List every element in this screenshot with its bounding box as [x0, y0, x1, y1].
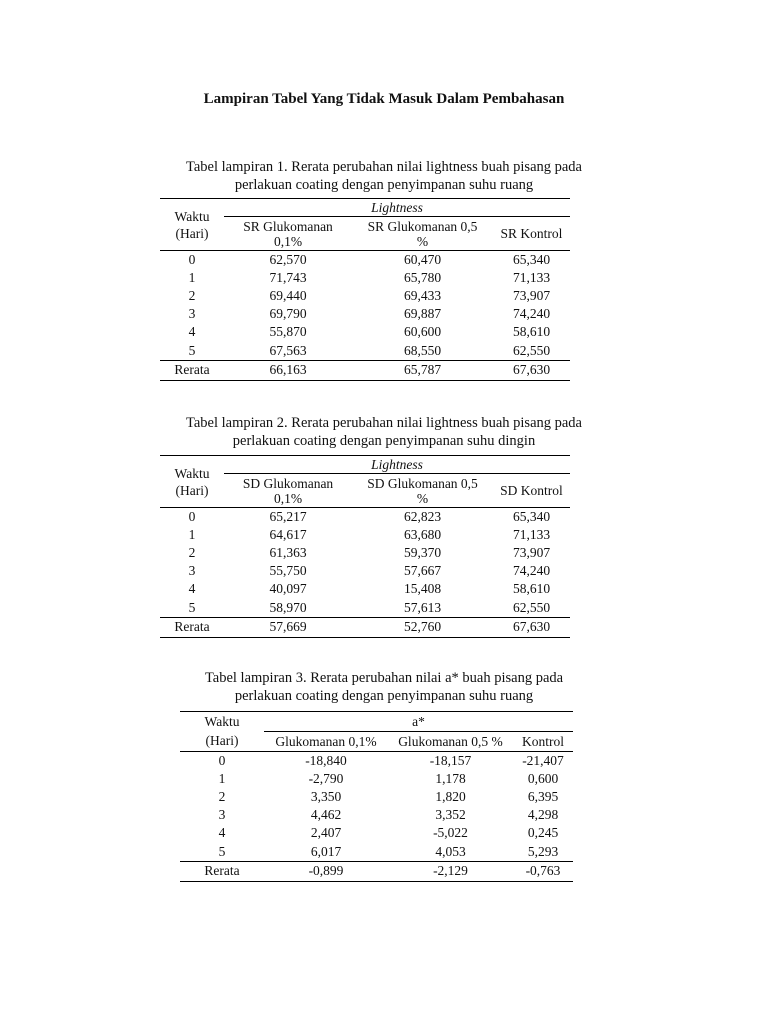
row-header: Waktu: [180, 712, 264, 732]
table-cell: 2,407: [310, 825, 342, 841]
table-row: [180, 788, 573, 806]
table-cell: 62,550: [512, 342, 551, 358]
table-cell: 1: [188, 270, 196, 286]
lightness-table-cold-temp: [160, 455, 570, 638]
table-row: [160, 562, 570, 580]
table-cell: 58,610: [512, 581, 551, 597]
caption-line: Tabel lampiran 1. Rerata perubahan nilai lightness buah pisang pada: [186, 159, 582, 175]
table-cell: 61,363: [269, 545, 307, 561]
table-cell: -5,022: [433, 825, 468, 841]
table-cell: 74,240: [512, 563, 551, 579]
table-row: [160, 544, 570, 562]
table-cell: 65,787: [352, 360, 493, 380]
a-star-table-room-temp: [180, 711, 573, 882]
table-cell: -0,763: [513, 861, 573, 881]
caption-line: perlakuan coating dengan penyimpanan suhu ruang: [234, 688, 534, 704]
group-header: a*: [264, 712, 573, 732]
column-header: Glukomanan 0,1%: [264, 732, 388, 752]
table-cell: 67,630: [493, 360, 570, 380]
table-cell: 5: [218, 843, 226, 859]
header-line: SR Glukomanan 0,5: [367, 218, 478, 234]
table-cell: 57,669: [224, 617, 352, 637]
table-cell: 5: [188, 342, 196, 358]
table-cell: 73,907: [512, 288, 551, 304]
header-line: Waktu: [174, 208, 210, 224]
table-cell: 74,240: [512, 306, 551, 322]
table-cell: 3,350: [310, 789, 342, 805]
table-cell: 58,610: [512, 324, 551, 340]
table-cell: 55,870: [269, 324, 307, 340]
table-cell: 69,790: [269, 306, 307, 322]
header-line: %: [416, 490, 429, 506]
table-cell: 0,245: [527, 825, 559, 841]
table-cell: 69,433: [403, 288, 442, 304]
column-header: Kontrol: [513, 732, 573, 752]
table-row: [160, 269, 570, 287]
table-row: [180, 770, 573, 788]
table-cell: -18,157: [429, 753, 472, 769]
table-cell: 55,750: [269, 563, 307, 579]
table-cell: 2: [218, 789, 226, 805]
group-header: Lightness: [224, 456, 570, 474]
table-cell: 4: [188, 324, 196, 340]
group-header: Lightness: [224, 199, 570, 217]
column-header: Glukomanan 0,5 %: [388, 732, 513, 752]
table-cell: 4: [218, 825, 226, 841]
table-caption: [150, 669, 618, 705]
table-cell: 58,970: [269, 599, 307, 615]
table-cell: 71,743: [269, 270, 307, 286]
table-cell: -18,840: [305, 753, 347, 769]
table-cell: 4,053: [435, 843, 466, 859]
table-cell: 69,440: [269, 288, 307, 304]
table-row: [160, 251, 570, 270]
page-title: Lampiran Tabel Yang Tidak Masuk Dalam Pembahasan: [203, 91, 565, 107]
header-line: 0,1%: [273, 233, 303, 249]
table-cell: 15,408: [403, 581, 442, 597]
table-cell: 3: [218, 807, 226, 823]
table-row: [160, 580, 570, 598]
lightness-table-room-temp: [160, 198, 570, 381]
header-line: SR Glukomanan: [243, 218, 333, 234]
table-cell: 3: [188, 563, 196, 579]
table-caption: [150, 414, 618, 450]
mean-row: [160, 360, 570, 380]
row-header: [160, 199, 224, 251]
caption-line: Tabel lampiran 3. Rerata perubahan nilai a* buah pisang pada: [204, 670, 564, 686]
table-row: [180, 842, 573, 861]
table-cell: Rerata: [160, 360, 224, 380]
table-cell: 71,133: [512, 527, 551, 543]
table-cell: -21,407: [522, 753, 564, 769]
table-caption: [150, 158, 618, 194]
table-row: [160, 305, 570, 323]
table-cell: 57,613: [403, 599, 442, 615]
table-cell: 5: [188, 599, 196, 615]
header-line: 0,1%: [273, 490, 303, 506]
table-cell: 1,178: [435, 771, 466, 787]
row-header: [160, 456, 224, 508]
table-cell: 67,630: [493, 617, 570, 637]
column-header: [352, 474, 493, 508]
table-cell: 0,600: [527, 771, 559, 787]
table-row: [160, 323, 570, 341]
table-cell: 3,352: [435, 807, 466, 823]
table-cell: 2: [188, 545, 196, 561]
column-header: [224, 217, 352, 251]
table-cell: Rerata: [180, 861, 264, 881]
table-cell: 62,823: [403, 509, 442, 525]
table-cell: -2,129: [388, 861, 513, 881]
table-cell: 65,340: [512, 509, 551, 525]
table-row: [180, 752, 573, 771]
caption-line: perlakuan coating dengan penyimpanan suhu ruang: [234, 177, 534, 193]
table-cell: 6,395: [527, 789, 559, 805]
header-line: (Hari): [175, 482, 209, 498]
table-cell: -0,899: [264, 861, 388, 881]
table-cell: 1,820: [435, 789, 466, 805]
table-cell: Rerata: [160, 617, 224, 637]
header-line: Waktu: [174, 465, 210, 481]
table-cell: 73,907: [512, 545, 551, 561]
table-row: [160, 598, 570, 617]
table-cell: 4,298: [527, 807, 559, 823]
header-line: SD Glukomanan 0,5: [367, 475, 478, 491]
table-row: [180, 824, 573, 842]
table-cell: 52,760: [352, 617, 493, 637]
caption-line: Tabel lampiran 2. Rerata perubahan nilai lightness buah pisang pada: [186, 415, 582, 431]
header-line: (Hari): [175, 225, 209, 241]
header-line: %: [416, 233, 429, 249]
table-cell: 6,017: [310, 843, 342, 859]
table-cell: 3: [188, 306, 196, 322]
table-cell: 69,887: [403, 306, 442, 322]
table-row: [160, 287, 570, 305]
caption-line: perlakuan coating dengan penyimpanan suhu dingin: [232, 433, 536, 449]
table-cell: 2: [188, 288, 196, 304]
table-cell: 4: [188, 581, 196, 597]
mean-row: [180, 861, 573, 881]
table-cell: 57,667: [403, 563, 442, 579]
table-cell: 68,550: [403, 342, 442, 358]
table-row: [160, 526, 570, 544]
table-cell: 1: [188, 527, 196, 543]
table-cell: 60,600: [403, 324, 442, 340]
table-cell: 65,340: [512, 252, 551, 268]
table-cell: 67,563: [269, 342, 307, 358]
column-header: [352, 217, 493, 251]
table-row: [160, 341, 570, 360]
table-cell: -2,790: [308, 771, 344, 787]
table-cell: 0: [188, 509, 196, 525]
table-cell: 4,462: [310, 807, 342, 823]
table-cell: 71,133: [512, 270, 551, 286]
column-header: SD Kontrol: [493, 474, 570, 508]
column-header: SR Kontrol: [493, 217, 570, 251]
table-cell: 0: [218, 753, 226, 769]
row-header: (Hari): [180, 732, 264, 752]
table-row: [160, 508, 570, 527]
table-cell: 66,163: [224, 360, 352, 380]
table-cell: 59,370: [403, 545, 442, 561]
header-line: SD Glukomanan: [242, 475, 334, 491]
table-cell: 63,680: [403, 527, 442, 543]
table-cell: 40,097: [269, 581, 307, 597]
table-cell: 0: [188, 252, 196, 268]
table-row: [180, 806, 573, 824]
table-cell: 1: [218, 771, 226, 787]
table-cell: 60,470: [403, 252, 442, 268]
column-header: [224, 474, 352, 508]
mean-row: [160, 617, 570, 637]
table-cell: 65,780: [403, 270, 442, 286]
table-cell: 62,570: [269, 252, 307, 268]
table-cell: 64,617: [269, 527, 307, 543]
table-cell: 65,217: [269, 509, 307, 525]
table-cell: 62,550: [512, 599, 551, 615]
table-cell: 5,293: [527, 843, 559, 859]
